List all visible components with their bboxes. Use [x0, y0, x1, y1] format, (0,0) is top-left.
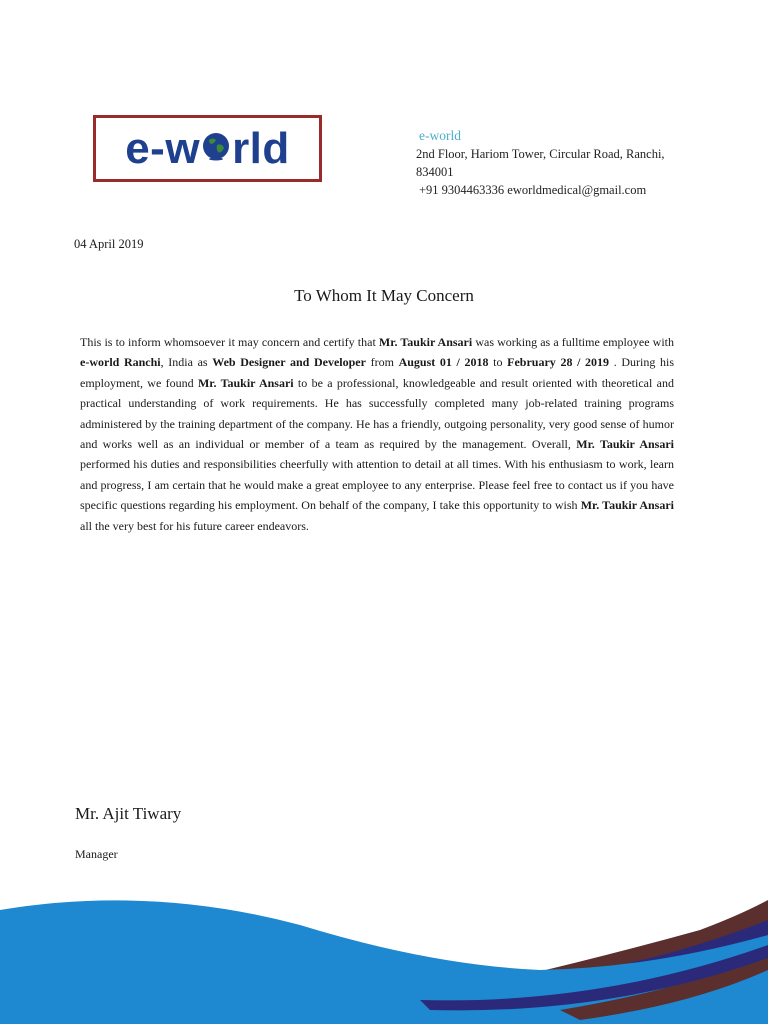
start-date: August 01 / 2018 — [398, 355, 489, 370]
footer-waves — [0, 860, 768, 1024]
company-location: e-world Ranchi — [80, 355, 161, 370]
signer-name: Mr. Ajit Tiwary — [75, 804, 182, 823]
company-address-line2: 834001 — [416, 165, 454, 179]
logo-text-start: e-w — [125, 123, 201, 173]
body-text-segment: all the very best for his future career endeavors. — [80, 518, 309, 533]
body-text-segment: performed his duties and responsibilities cheerfully with attention to detail at all times. With his enthusiasm to work, learn and progress, I am certain that he would make a great employee to any enterprise. Please feel free to contact us if you have specific questions regarding his employment. On behalf of the company, I take this opportunity to wish — [80, 457, 674, 513]
employee-name: Mr. Taukir Ansari — [580, 498, 675, 513]
company-info — [416, 127, 665, 199]
employee-name: Mr. Taukir Ansari — [378, 335, 473, 349]
body-text-segment: to be a professional, knowledgeable and result oriented with theoretical and practical understanding of work requirements. He has successfully completed many job-related training programs administered by the training department of the company. He has a friendly, outgoing personality, very good sense of humor and works well as an individual or member of a team as required by the management. Overall, — [80, 375, 674, 452]
body-text-segment: was working as a fulltime employee with — [472, 335, 674, 349]
company-logo — [93, 115, 322, 182]
body-text-segment: . During his employment, we found — [80, 355, 674, 390]
body-text-segment: to — [488, 355, 508, 370]
company-contact: +91 9304463336 eworldmedical@gmail.com — [419, 183, 647, 197]
job-title: Web Designer and Developer — [212, 355, 366, 370]
body-text-segment: from — [365, 355, 399, 370]
letter-date: 04 April 2019 — [74, 237, 144, 251]
logo-wordmark — [125, 123, 290, 173]
body-text-segment: This is to inform whomsoever it may concern and certify that — [80, 335, 379, 349]
end-date: February 28 / 2019 — [507, 355, 610, 370]
globe-icon — [201, 131, 231, 161]
letter-title: To Whom It May Concern — [294, 286, 474, 305]
employee-name: Mr. Taukir Ansari — [197, 375, 294, 390]
logo-text-end: rld — [232, 123, 290, 173]
company-name: e-world — [419, 128, 461, 143]
employee-name: Mr. Taukir Ansari — [576, 437, 674, 452]
letter-body — [80, 332, 674, 536]
company-address-line1: 2nd Floor, Hariom Tower, Circular Road, Ranchi, — [416, 147, 665, 161]
signer-role: Manager — [75, 847, 118, 861]
body-text-segment: , India as — [160, 355, 213, 370]
